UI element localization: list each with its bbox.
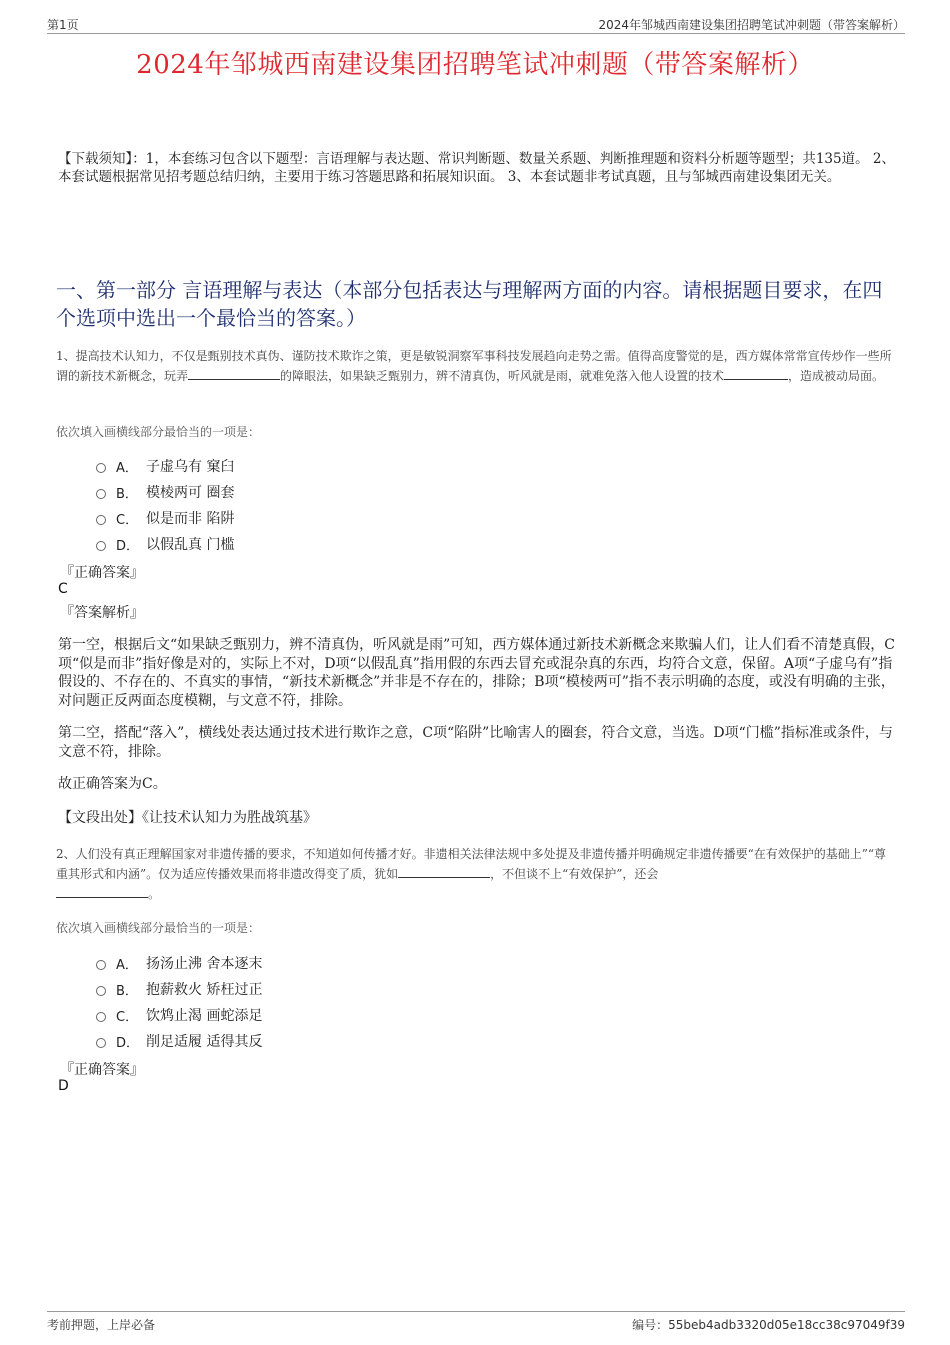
page-header [47,14,905,34]
option-d[interactable]: D． 以假乱真 门槛 [96,531,234,557]
radio-icon[interactable] [96,541,106,551]
option-b[interactable]: B． 抱薪救火 矫枉过正 [96,976,262,1002]
text-source: 【文段出处】《让技术认知力为胜战筑基》 [58,810,317,826]
question-2-options [96,950,262,1054]
footer-doc-id: 编号：55beb4adb3320d05e18cc38c97049f39 [632,1318,905,1332]
option-a[interactable]: A． 子虚乌有 窠臼 [96,453,234,479]
radio-icon[interactable] [96,515,106,525]
download-notice: 【下载须知】：1，本套练习包含以下题型：言语理解与表达题、常识判断题、数量关系题、判断推理题和资料分析题等题型；共135道。 2、本套试题根据常见招考题总结归纳，主要用于练习答题思路和拓展知识面。 3、本套试题非考试真题，且与邹城西南建设集团无关。 [58,151,895,185]
answer-tag: 『正确答案』 [60,1062,144,1078]
radio-icon[interactable] [96,986,106,996]
radio-icon[interactable] [96,489,106,499]
question-2-text: 2、人们没有真正理解国家对非遗传播的要求，不知道如何传播才好。非遗相关法律法规中多处提及非遗传播并明确规定非遗传播要“在有效保护的基础上”“尊重其形式和内涵”。仅为适应传播效果而将非遗改得变了质，犹如 ，不但谈不上“有效保护”，还会 。 [56,847,887,901]
blank-line [724,366,788,380]
radio-icon[interactable] [96,960,106,970]
blank-line [188,366,280,380]
correct-answer: C [58,581,68,597]
analysis-conclusion: 故正确答案为C。 [58,776,167,792]
option-a[interactable]: A． 扬汤止沸 舍本逐末 [96,950,262,976]
blank-line [56,884,148,898]
question-2-prompt: 依次填入画横线部分最恰当的一项是： [56,921,261,935]
question-1-options [96,453,234,557]
footer-slogan: 考前押题，上岸必备 [47,1318,156,1332]
section-title: 一、第一部分 言语理解与表达（本部分包括表达与理解两方面的内容。请根据题目要求，在四个选项中选出一个最恰当的答案。） [56,278,883,330]
question-1-text: 1、提高技术认知力，不仅是甄别技术真伪、谨防技术欺诈之策，更是敏锐洞察军事科技发展趋向走势之需。值得高度警觉的是，西方媒体常常宣传炒作一些所谓的新技术新概念，玩弄 的障眼法，如果缺乏甄别力，辨不清真伪，听风就是雨，就难免落入他人设置的技术 ，造成被动局面。 [56,349,892,383]
answer-tag: 『正确答案』 [60,565,144,581]
analysis-tag: 『答案解析』 [60,605,144,621]
radio-icon[interactable] [96,463,106,473]
radio-icon[interactable] [96,1012,106,1022]
radio-icon[interactable] [96,1038,106,1048]
blank-line [398,864,490,878]
page-footer [47,1311,905,1333]
analysis-paragraph-1: 第一空，根据后文“如果缺乏甄别力，辨不清真伪，听风就是雨”可知，西方媒体通过新技术新概念来欺骗人们，让人们看不清楚真假，C项“似是而非”指好像是对的，实际上不对，D项“以假乱真”指用假的东西去冒充或混杂真的东西，均符合文意，保留。A项“子虚乌有”指假设的、不存在的、不真实的事情，“新技术新概念”并非是不存在的，排除；B项“模棱两可”指不表示明确的态度，或没有明确的主张，对问题正反两面态度模糊，与文意不符，排除。 [58,637,896,709]
option-c[interactable]: C． 饮鸩止渴 画蛇添足 [96,1002,262,1028]
analysis-paragraph-2: 第二空，搭配“落入”，横线处表达通过技术进行欺诈之意，C项“陷阱”比喻害人的圈套，符合文意，当选。D项“门槛”指标准或条件，与文意不符，排除。 [58,725,893,760]
document-title: 2024年邹城西南建设集团招聘笔试冲刺题（带答案解析） [136,50,814,80]
page-number: 第1页 [47,18,79,32]
question-1-prompt: 依次填入画横线部分最恰当的一项是： [56,425,261,439]
option-b[interactable]: B． 模棱两可 圈套 [96,479,234,505]
option-c[interactable]: C． 似是而非 陷阱 [96,505,234,531]
option-d[interactable]: D． 削足适履 适得其反 [96,1028,262,1054]
correct-answer: D [58,1078,69,1094]
header-doc-title: 2024年邹城西南建设集团招聘笔试冲刺题（带答案解析） [598,18,905,32]
